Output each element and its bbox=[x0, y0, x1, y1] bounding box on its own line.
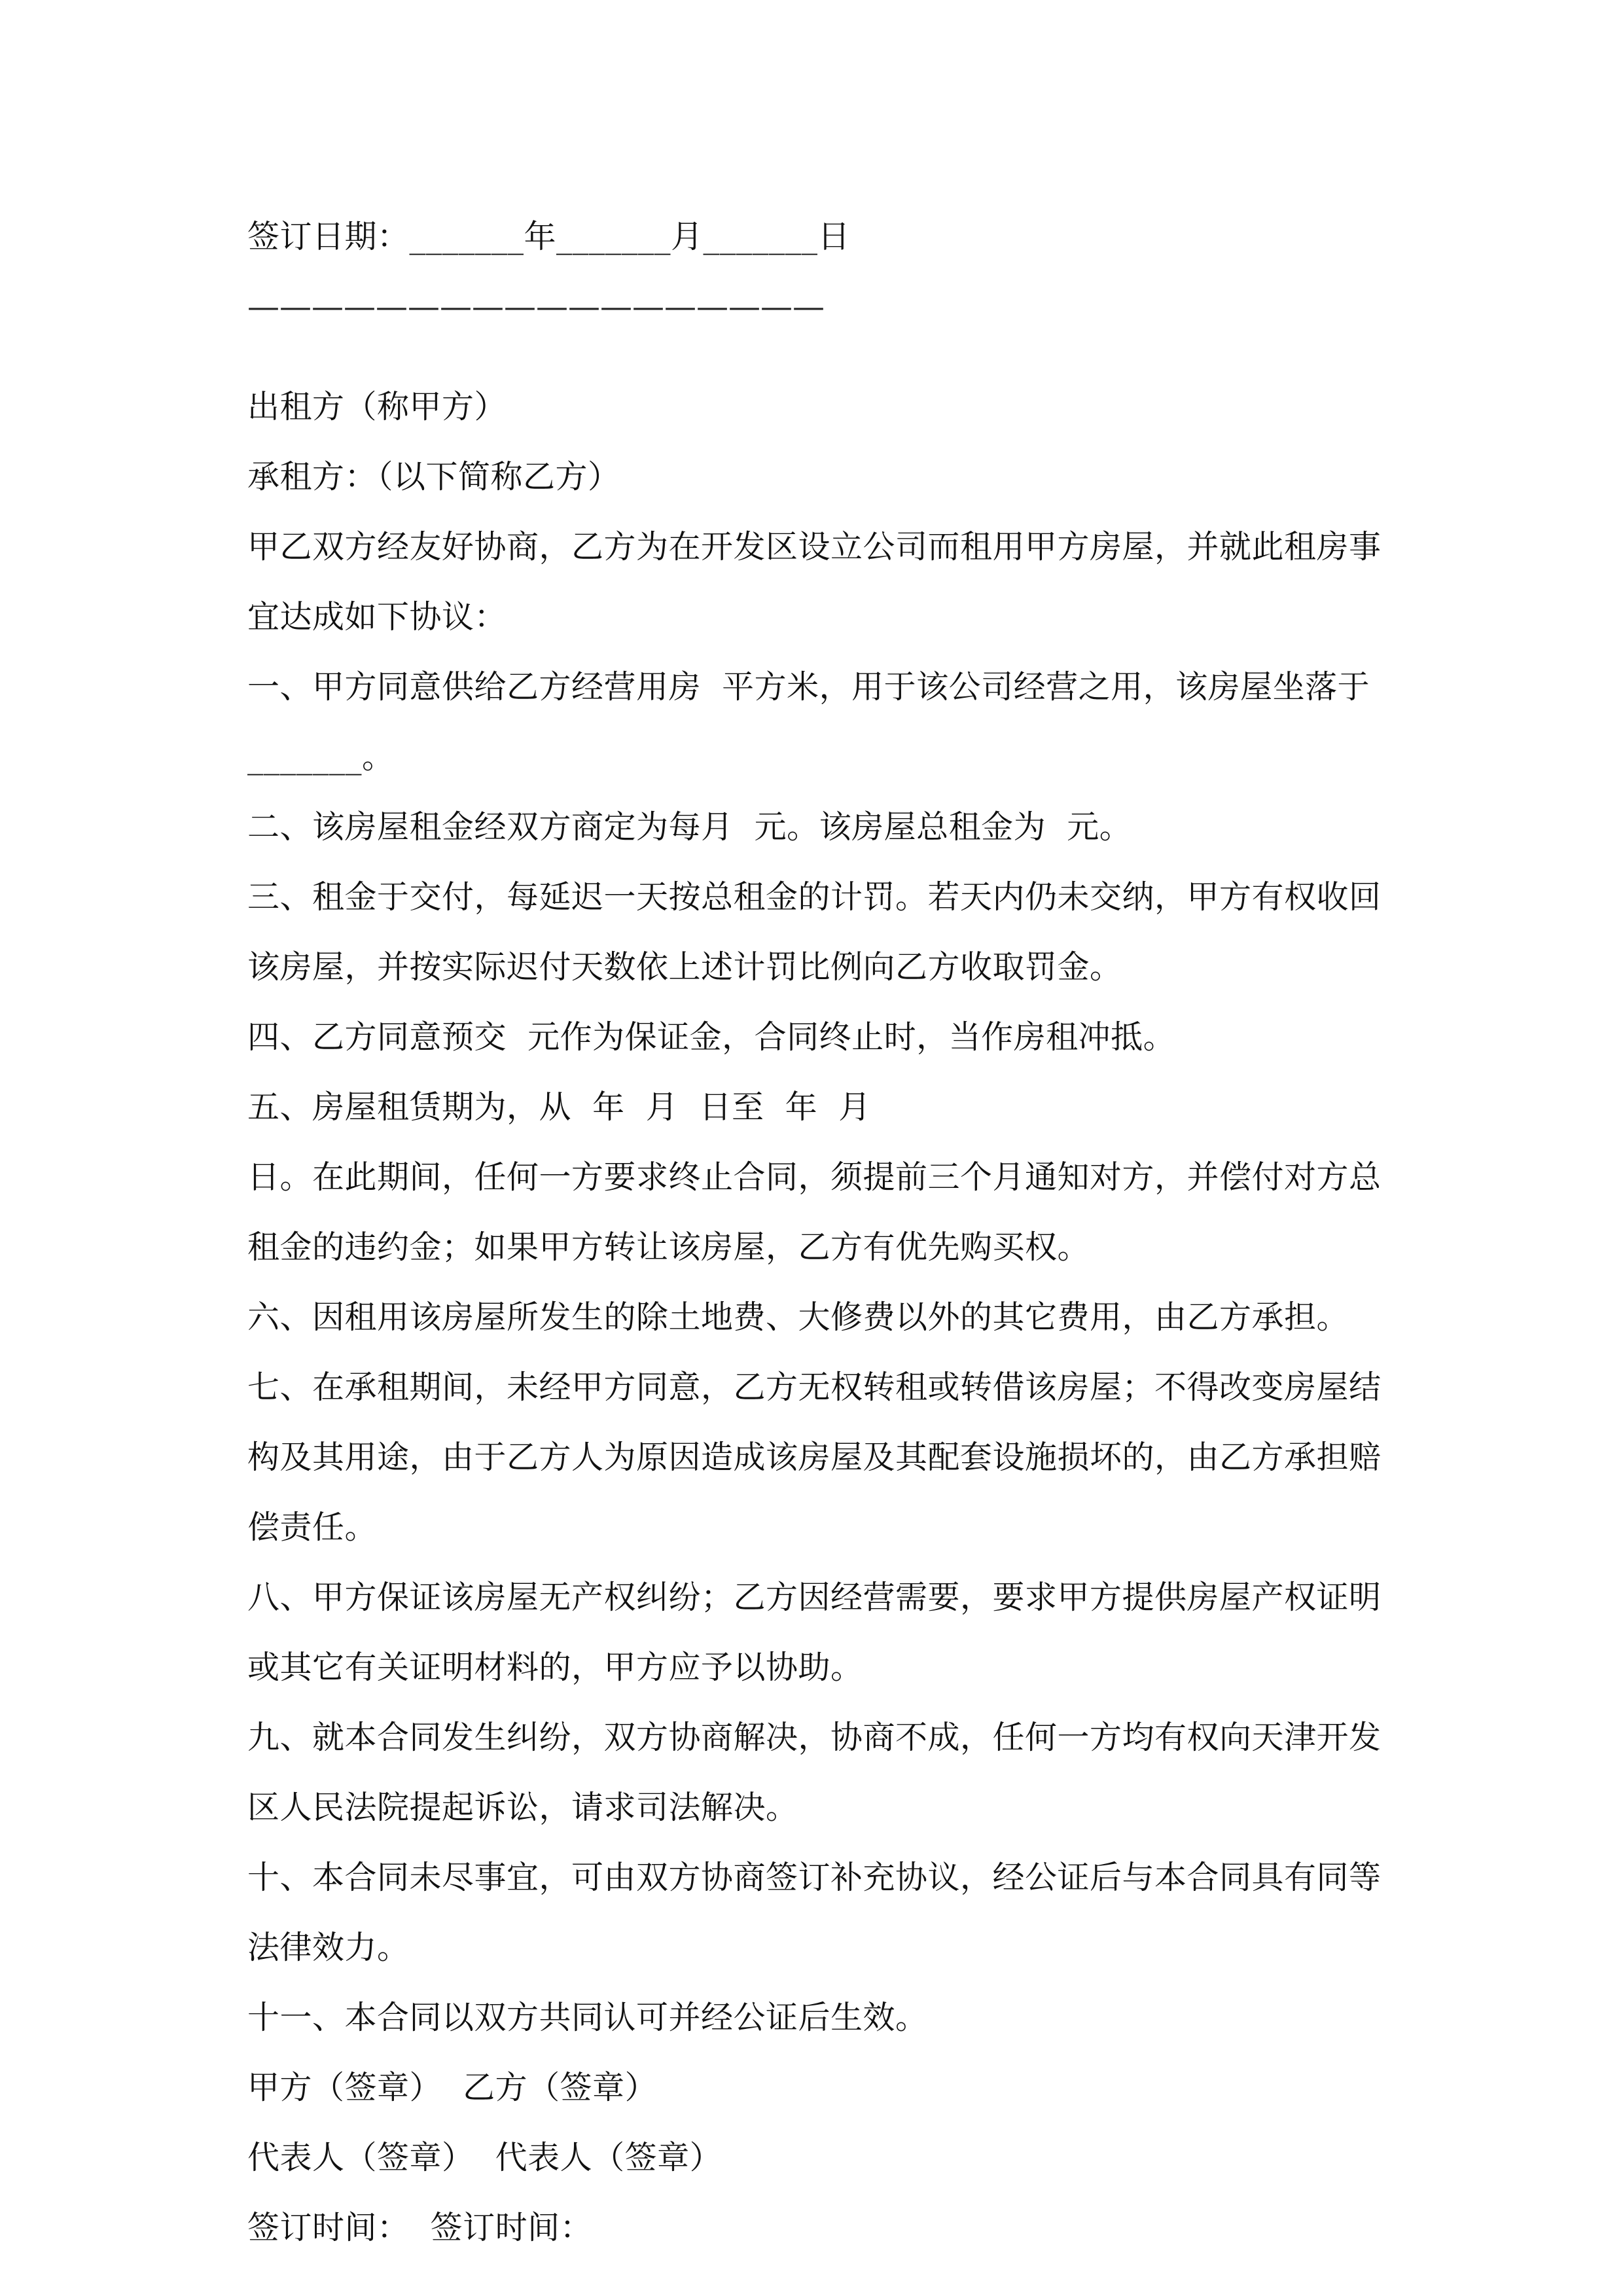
clause-11-line: 十一、本合同以双方共同认可并经公证后生效。 bbox=[247, 1999, 928, 2036]
signing-date-line: 签订日期：_______年_______月_______日 bbox=[247, 218, 851, 255]
clause-10-line-2: 法律效力。 bbox=[247, 1929, 410, 1966]
clause-5-line-2: 日。在此期间，任何一方要求终止合同，须提前三个月通知对方，并偿付对方总 bbox=[247, 1158, 1382, 1196]
lessor-line: 出租方（称甲方） bbox=[247, 388, 507, 425]
clause-7-line-1: 七、在承租期间，未经甲方同意，乙方无权转租或转借该房屋；不得改变房屋结 bbox=[247, 1369, 1382, 1406]
party-seal-line: 甲方（签章） 乙方（签章） bbox=[247, 2069, 658, 2106]
clause-5-line-1: 五、房屋租赁期为，从 年 月 日至 年 月 bbox=[247, 1088, 871, 1126]
separator-rule: —————————————————— bbox=[247, 288, 825, 325]
clause-8-line-1: 八、甲方保证该房屋无产权纠纷；乙方因经营需要，要求甲方提供房屋产权证明 bbox=[247, 1579, 1382, 1616]
preamble-line-1: 甲乙双方经友好协商，乙方为在开发区设立公司而租用甲方房屋，并就此租房事 bbox=[247, 528, 1382, 565]
clause-4-line: 四、乙方同意预交 元作为保证金，合同终止时，当作房租冲抵。 bbox=[247, 1018, 1176, 1056]
lessee-line: 承租方：（以下简称乙方） bbox=[247, 458, 620, 495]
clause-3-line-2: 该房屋，并按实际迟付天数依上述计罚比例向乙方收取罚金。 bbox=[247, 948, 1122, 986]
clause-2-line: 二、该房屋租金经双方商定为每月 元。该房屋总租金为 元。 bbox=[247, 808, 1132, 846]
clause-3-line-1: 三、租金于交付，每延迟一天按总租金的计罚。若天内仍未交纳，甲方有权收回 bbox=[247, 878, 1382, 916]
clause-10-line-1: 十、本合同未尽事宜，可由双方协商签订补充协议，经公证后与本合同具有同等 bbox=[247, 1859, 1382, 1896]
clause-5-line-3: 租金的违约金；如果甲方转让该房屋，乙方有优先购买权。 bbox=[247, 1229, 1090, 1266]
clause-1-line-1: 一、甲方同意供给乙方经营用房 平方米，用于该公司经营之用，该房屋坐落于 bbox=[247, 668, 1370, 706]
clause-9-line-2: 区人民法院提起诉讼，请求司法解决。 bbox=[247, 1789, 798, 1826]
clause-1-line-2: _______。 bbox=[247, 738, 395, 776]
representative-seal-line: 代表人（签章） 代表人（签章） bbox=[247, 2139, 722, 2176]
contract-body bbox=[247, 202, 1399, 2263]
clause-7-line-2: 构及其用途，由于乙方人为原因造成该房屋及其配套设施损坏的，由乙方承担赔 bbox=[247, 1439, 1382, 1476]
signing-time-line: 签订时间： 签订时间： bbox=[247, 2209, 593, 2246]
clause-9-line-1: 九、就本合同发生纠纷，双方协商解决，协商不成，任何一方均有权向天津开发 bbox=[247, 1719, 1382, 1756]
clause-6-line: 六、因租用该房屋所发生的除土地费、大修费以外的其它费用，由乙方承担。 bbox=[247, 1299, 1349, 1336]
clause-8-line-2: 或其它有关证明材料的，甲方应予以协助。 bbox=[247, 1649, 863, 1686]
clause-7-line-3: 偿责任。 bbox=[247, 1509, 378, 1546]
preamble-line-2: 宜达成如下协议： bbox=[247, 598, 507, 636]
blank-line bbox=[247, 342, 1399, 372]
